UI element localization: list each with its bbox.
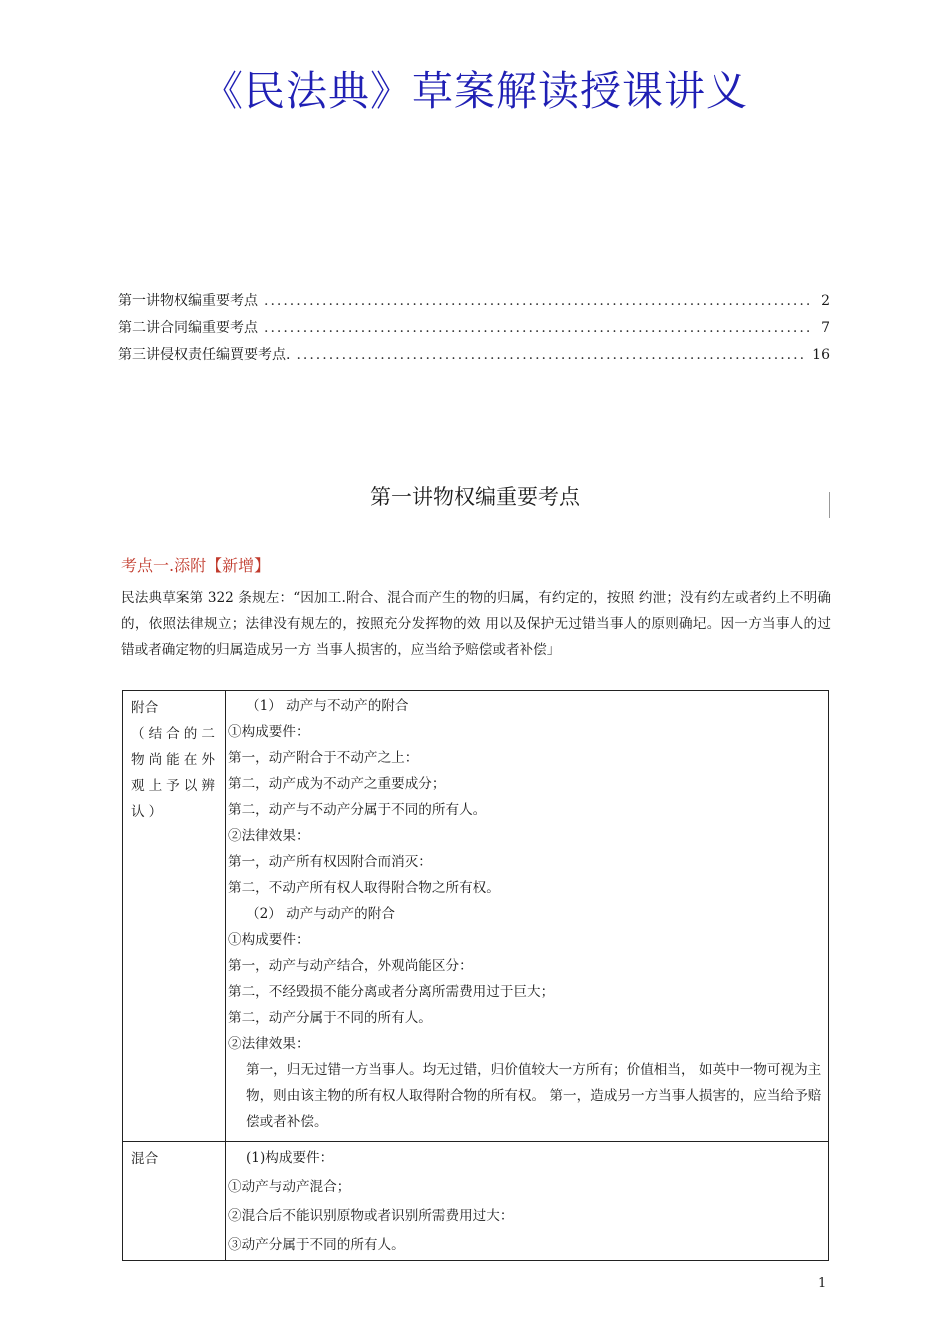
subheading: (1)构成要件： bbox=[246, 1150, 334, 1166]
toc-leader-dots bbox=[264, 293, 810, 309]
detail-cell bbox=[226, 691, 829, 1142]
term-cell bbox=[123, 691, 226, 1142]
toc-entry-page: 2 bbox=[821, 293, 830, 309]
subheading: （1） 动产与不动产的附合 bbox=[246, 698, 409, 714]
toc-entry-page: 7 bbox=[821, 320, 830, 336]
detail-line: 第二，动产成为不动产之重要成分； bbox=[228, 776, 446, 792]
detail-line: 第二，不动产所有权人取得附合物之所有权。 bbox=[228, 880, 500, 896]
detail-line: ②混合后不能识别原物或者识别所需费用过大： bbox=[228, 1208, 514, 1224]
statute-quote-paragraph: 民法典草案第 322 条规左：“因加工.附合、混合而产生的物的归属，有约定的，按照 约泄；没有约左或者约上不明确的，依照法律规立；法律没有规左的，按照充分发挥物的效 用以及保护无过错当事人的原则确圮。因一方当事人的过错或者确定物的归属造成另一方 当事人损害的，应当给予赔偿或者补偿」 bbox=[121, 590, 831, 658]
detail-line: ①动产与动产混合； bbox=[228, 1179, 351, 1195]
table-row bbox=[123, 1142, 829, 1261]
accession-rules-table bbox=[122, 690, 829, 1261]
toc-entry-page: 16 bbox=[812, 347, 830, 363]
table-row bbox=[123, 691, 829, 1142]
detail-line: 第一，动产附合于不动产之上： bbox=[228, 750, 419, 766]
detail-line: ②法律效果： bbox=[228, 1036, 310, 1052]
detail-cell bbox=[226, 1142, 829, 1261]
detail-line: ③动产分属于不同的所有人。 bbox=[228, 1237, 405, 1253]
section-heading: 第一讲物权编重要考点 bbox=[370, 485, 580, 509]
term-cell bbox=[123, 1142, 226, 1261]
toc-entry[interactable] bbox=[118, 344, 830, 371]
toc-entry[interactable] bbox=[118, 317, 830, 344]
toc-entry-label: 第一讲物权编重要考点 bbox=[118, 293, 258, 309]
margin-mark bbox=[829, 492, 830, 518]
detail-line: ①构成要件： bbox=[228, 932, 310, 948]
toc-entry[interactable] bbox=[118, 290, 830, 317]
key-point-heading: 考点一.添附【新增】 bbox=[121, 556, 271, 575]
toc-entry-label: 第二讲合同编重要考点 bbox=[118, 320, 258, 336]
toc-leader-dots bbox=[296, 347, 806, 363]
detail-line: 第二，不经毁损不能分离或者分离所需费用过于巨大； bbox=[228, 984, 555, 1000]
subheading: （2） 动产与动产的附合 bbox=[246, 906, 395, 922]
detail-line: 第一，动产所有权因附合而消灭： bbox=[228, 854, 432, 870]
detail-line: ②法律效果： bbox=[228, 828, 310, 844]
detail-line: ①构成要件： bbox=[228, 724, 310, 740]
legal-effect-paragraph: 第一，归无过错一方当事人。均无过错，归价值较大一方所有；价值相当， 如英中一物可视为主物，则由该主物的所有权人取得附合物的所有权。 第一，造成另一方当事人损害的，应当给予赔偿或者补偿。 bbox=[246, 1062, 822, 1130]
detail-line: 第二，动产分属于不同的所有人。 bbox=[228, 1010, 432, 1026]
term-label: 附合 bbox=[131, 700, 159, 716]
document-title: 《民法典》草案解读授课讲义 bbox=[202, 67, 748, 115]
toc-entry-label: 第三讲侵权责任编賈要考点. bbox=[118, 347, 291, 363]
detail-line: 第一，动产与动产结合，外观尚能区分： bbox=[228, 958, 473, 974]
term-note: （结合的二物尚能在外观上予以辨 认） bbox=[131, 726, 219, 820]
page-number: 1 bbox=[818, 1276, 827, 1291]
toc-leader-dots bbox=[264, 320, 810, 336]
term-label: 混合 bbox=[131, 1151, 159, 1167]
detail-line: 第二，动产与不动产分属于不同的所有人。 bbox=[228, 802, 487, 818]
table-of-contents bbox=[118, 290, 830, 371]
